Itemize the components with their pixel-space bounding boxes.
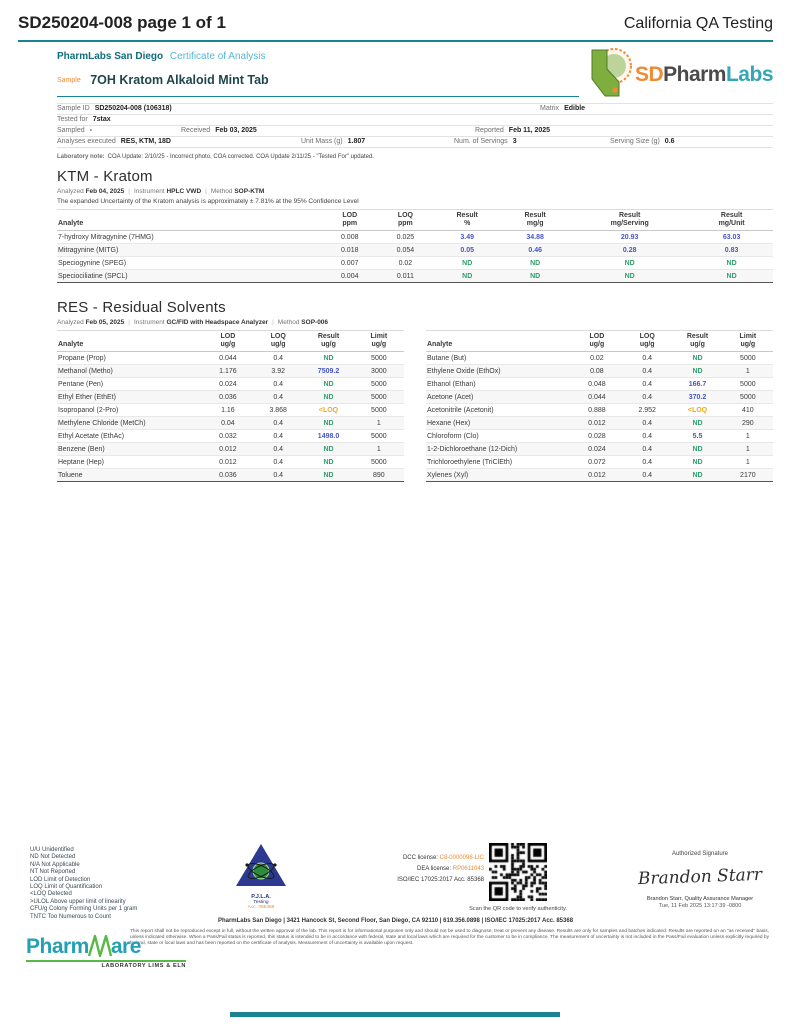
analyte-row: Ethylene Oxide (EthOx) 0.08 0.4 ND 1 [426, 365, 773, 378]
ktm-section-title: KTM - Kratom [57, 168, 153, 185]
signature-script: Brandon Starr [637, 864, 763, 890]
column-header: Result mg/Unit [690, 210, 773, 231]
column-header: Analyte [57, 210, 322, 231]
analyses-value: RES, KTM, 18D [120, 138, 171, 145]
disclaimer-text: This report shall not be reproduced except in full, without the written approval of the lab. This report is for informational purposes only and should not be used to diagnose, treat or prevent any disease. Results are only for samples and batches indicated. Results are reported on an "as received" basis, unless indicated otherwise. When a Pass/Fail status is reported, this status is intended to be in accordance with federal, state and local laws which are required for the customer to be in compliance. The measurement of uncertainty is not included in the Pass/Fail evaluation unless explicitly required by federal, state or local laws and has been reported on the certificate of analysis. Measurement of uncertainty is available upon request. [130, 929, 769, 946]
legend-item: <LOQ Detected [30, 891, 72, 898]
res-table-header [426, 331, 773, 352]
legend-item: N/A Not Applicable [30, 861, 80, 868]
sample-info-row [57, 137, 773, 148]
analyte-row: 7-hydroxy Mitragynine (7HMG) 0.008 0.025 3.49 34.88 20.93 63.03 [57, 231, 773, 244]
signature-header: Authorized Signature [671, 851, 729, 857]
sample-label: Sample [57, 77, 81, 84]
instrument-label: Instrument [133, 319, 165, 326]
analyte-row: Pentane (Pen) 0.024 0.4 ND 5000 [57, 378, 404, 391]
logo-pharm-text: Pharm [663, 63, 726, 86]
document-id: SD250204-008 page 1 of 1 [18, 13, 226, 32]
dcc-license-label: DCC license: [402, 855, 438, 861]
matrix-field [540, 104, 585, 114]
program-title: California QA Testing [623, 15, 773, 32]
column-header: LOD ug/g [203, 331, 253, 352]
analyte-row: Methanol (Metho) 1.176 3.92 7509.2 3000 [57, 365, 404, 378]
tested-for-label: Tested for [57, 116, 88, 123]
analyte-row: Acetonitrile (Acetonit) 0.888 2.952 <LOQ 410 [426, 404, 773, 417]
analyte-row: Isopropanol (2-Pro) 1.16 3.868 <LOQ 5000 [57, 404, 404, 417]
serving-size-value: 0.6 [664, 138, 675, 145]
analyte-row: 1-2-Dichloroethane (12-Dich) 0.024 0.4 ND 1 [426, 443, 773, 456]
uncertainty-note: The expanded Uncertainty of the Kratom analysis is approximately ± 7.81% at the 95% Confidence Level [57, 198, 359, 205]
analyzed-date: Feb 05, 2025 [85, 319, 125, 326]
servings-value: 3 [512, 138, 517, 145]
pharmware-pulse-icon [88, 934, 112, 958]
legend-item: NT Not Reported [30, 869, 76, 876]
res-table-body-left [57, 352, 404, 482]
method-value: SOP-006 [301, 319, 329, 326]
res-section [57, 299, 773, 482]
dcc-license-line [352, 853, 484, 864]
verification-qr-code [489, 843, 547, 906]
column-header: LOD ug/g [572, 331, 622, 352]
sampled-value: - [89, 127, 92, 134]
column-header: Limit ug/g [723, 331, 773, 352]
analyte-row: Benzene (Ben) 0.012 0.4 ND 1 [57, 443, 404, 456]
serving-size-label: Serving Size (g) [610, 138, 660, 145]
received-value: Feb 03, 2025 [215, 127, 257, 134]
logo-labs-text: Labs [725, 63, 773, 86]
legend-item: CFU/g Colony Forming Units per 1 gram [30, 906, 138, 913]
pharmware-pharm-text: Pharm [26, 935, 89, 958]
dcc-license-value: C8-0000098-LIC [439, 855, 484, 861]
sample-id-label: Sample ID [57, 105, 90, 112]
pharmware-logo [26, 934, 186, 969]
column-header: Result mg/g [501, 210, 569, 231]
res-results-table-right [426, 330, 773, 482]
unit-mass-value: 1.807 [347, 138, 366, 145]
laboratory-note [57, 154, 734, 160]
qr-code-icon [489, 843, 547, 901]
sampled-field [57, 126, 92, 136]
legend-item: >ULOL Above upper limit of linearity [30, 898, 126, 905]
legend-item: LOD Limit of Detection [30, 876, 91, 883]
reported-field [475, 126, 550, 136]
method-label: Method [277, 319, 300, 326]
sample-info-row [57, 126, 773, 137]
analyzed-label: Analyzed [57, 188, 84, 195]
column-header: Analyte [57, 331, 203, 352]
servings-label: Num. of Servings [454, 138, 508, 145]
analyses-field [57, 137, 171, 147]
reported-value: Feb 11, 2025 [508, 127, 551, 134]
analyte-row: Xylenes (Xyl) 0.012 0.4 ND 2170 [426, 469, 773, 482]
document-header [0, 0, 791, 40]
pjla-sub: Testing [253, 900, 269, 905]
matrix-label: Matrix [540, 105, 560, 112]
analyte-row: Trichloroethylene (TriClEth) 0.072 0.4 ND 1 [426, 456, 773, 469]
analyzed-date: Feb 04, 2025 [85, 188, 125, 195]
res-results-table-left [57, 330, 404, 482]
column-header: Result ug/g [672, 331, 722, 352]
dea-license-line [352, 864, 484, 875]
legend-item: TNTC Too Numerous to Count [30, 913, 111, 920]
document-type: Certificate of Analysis [169, 51, 266, 62]
column-header: Limit ug/g [354, 331, 404, 352]
analyte-row: Propane (Prop) 0.044 0.4 ND 5000 [57, 352, 404, 365]
ktm-results-table [57, 209, 773, 283]
tested-for-field [57, 115, 111, 125]
method-value: SOP-KTM [234, 188, 265, 195]
analyte-row: Acetone (Acet) 0.044 0.4 370.2 5000 [426, 391, 773, 404]
laboratory-note-text: COA Update: 2/10/25 - Incorrect photo, COA corrected. COA Update 2/11/25 - "Tested For" updated. [107, 154, 374, 160]
column-header: LOQ ug/g [622, 331, 672, 352]
analyte-row: Methylene Chloride (MetCh) 0.04 0.4 ND 1 [57, 417, 404, 430]
sample-id-field [57, 104, 172, 114]
analyte-row: Speciogynine (SPEG) 0.007 0.02 ND ND ND ND [57, 257, 773, 270]
legend-item: U/U Unidentified [30, 847, 74, 853]
sdpharmlabs-logo [579, 42, 775, 108]
analyte-row: Chloroform (Clo) 0.028 0.4 5.5 1 [426, 430, 773, 443]
analyte-row: Heptane (Hep) 0.012 0.4 ND 5000 [57, 456, 404, 469]
res-table-header [57, 331, 404, 352]
servings-field [454, 137, 517, 147]
column-header: Result % [433, 210, 501, 231]
instrument-value: HPLC VWD [166, 188, 202, 195]
unit-mass-label: Unit Mass (g) [301, 138, 343, 145]
matrix-value: Edible [564, 105, 586, 112]
lab-name: PharmLabs San Diego [57, 51, 164, 62]
ktm-table-body [57, 231, 773, 283]
res-table-body-right [426, 352, 773, 482]
analyses-label: Analyses executed [57, 138, 116, 145]
analyte-row: Speciociliatine (SPCL) 0.004 0.011 ND ND ND ND [57, 270, 773, 283]
sample-name: 7OH Kratom Alkaloid Mint Tab [90, 73, 269, 87]
license-block [352, 853, 484, 886]
res-meta-line: Analyzed Feb 05, 2025 | Instrument GC/FID with Headspace Analyzer | Method SOP-006 [57, 319, 329, 326]
sample-id-value: SD250204-008 (106318) [94, 105, 172, 112]
sample-info-row [57, 115, 773, 126]
pjla-accreditation-number: Acc. #85368 [247, 905, 275, 910]
analyte-row: Butane (But) 0.02 0.4 ND 5000 [426, 352, 773, 365]
qr-caption: Scan the QR code to verify authenticity. [469, 906, 567, 912]
received-label: Received [181, 127, 211, 134]
instrument-value: GC/FID with Headspace Analyzer [166, 319, 269, 326]
instrument-label: Instrument [133, 188, 165, 195]
pharmware-wordmark [26, 934, 186, 959]
res-section-title: RES - Residual Solvents [57, 299, 226, 316]
pharmware-ware-text: are [110, 935, 141, 958]
received-field [181, 126, 257, 136]
analyte-row: Ethyl Acetate (EthAc) 0.032 0.4 1498.0 5000 [57, 430, 404, 443]
laboratory-note-label: Laboratory note: [57, 154, 105, 160]
dea-license-label: DEA license: [417, 866, 452, 872]
pharmware-tagline: LABORATORY LIMS & ELN [26, 960, 186, 969]
reported-label: Reported [475, 127, 504, 134]
authorized-signature-block [616, 851, 784, 909]
column-header: Result ug/g [303, 331, 353, 352]
iso-accreditation-line: ISO/IEC 17025:2017 Acc. 85368 [397, 877, 484, 883]
column-header: LOQ ug/g [253, 331, 303, 352]
analyte-row: Toluene 0.036 0.4 ND 890 [57, 469, 404, 482]
ktm-table-header [57, 210, 773, 231]
pjla-triangle-icon [232, 842, 290, 888]
sample-info-row [57, 103, 773, 115]
legend-item: ND Not Detected [30, 854, 76, 861]
analyzed-label: Analyzed [57, 319, 84, 326]
ktm-meta-line: Analyzed Feb 04, 2025 | Instrument HPLC VWD | Method SOP-KTM [57, 188, 265, 195]
column-header: LOD ppm [322, 210, 378, 231]
pjla-name: P.J.L.A. [251, 894, 271, 900]
dea-license-value: RP0611043 [452, 866, 484, 872]
analyte-row: Hexane (Hex) 0.012 0.4 ND 290 [426, 417, 773, 430]
california-badge-icon [583, 44, 635, 106]
signer-name-title: Brandon Starr, Quality Assurance Manager [646, 896, 754, 902]
serving-size-field [610, 137, 675, 147]
abbreviation-legend [30, 847, 137, 921]
analyte-row: Mitragynine (MITG) 0.018 0.054 0.05 0.46 0.28 0.83 [57, 244, 773, 257]
signature-timestamp: Tue, 11 Feb 2025 13:17:39 -0800 [658, 903, 742, 909]
footer-accent-bar [230, 1012, 560, 1017]
ktm-section [57, 168, 773, 283]
analyte-row: Ethyl Ether (EthEt) 0.036 0.4 ND 5000 [57, 391, 404, 404]
legend-item: LOQ Limit of Quantification [30, 884, 103, 891]
column-header: LOQ ppm [378, 210, 434, 231]
logo-sd-text: SD [634, 63, 664, 86]
sampled-label: Sampled [57, 127, 85, 134]
sample-info-table [57, 103, 773, 148]
method-label: Method [210, 188, 233, 195]
tested-for-value: 7stax [92, 116, 111, 123]
sdpharmlabs-wordmark [635, 63, 773, 87]
unit-mass-field [301, 137, 365, 147]
lab-address-line: PharmLabs San Diego | 3421 Hancock St, Second Floor, San Diego, CA 92110 | 619.356.0898 | ISO/IEC 17025:2017 Acc. 85368 [217, 918, 574, 924]
analyte-row: Ethanol (Ethan) 0.048 0.4 166.7 5000 [426, 378, 773, 391]
column-header: Result mg/Serving [569, 210, 690, 231]
pjla-accreditation-logo [228, 842, 294, 910]
column-header: Analyte [426, 331, 572, 352]
